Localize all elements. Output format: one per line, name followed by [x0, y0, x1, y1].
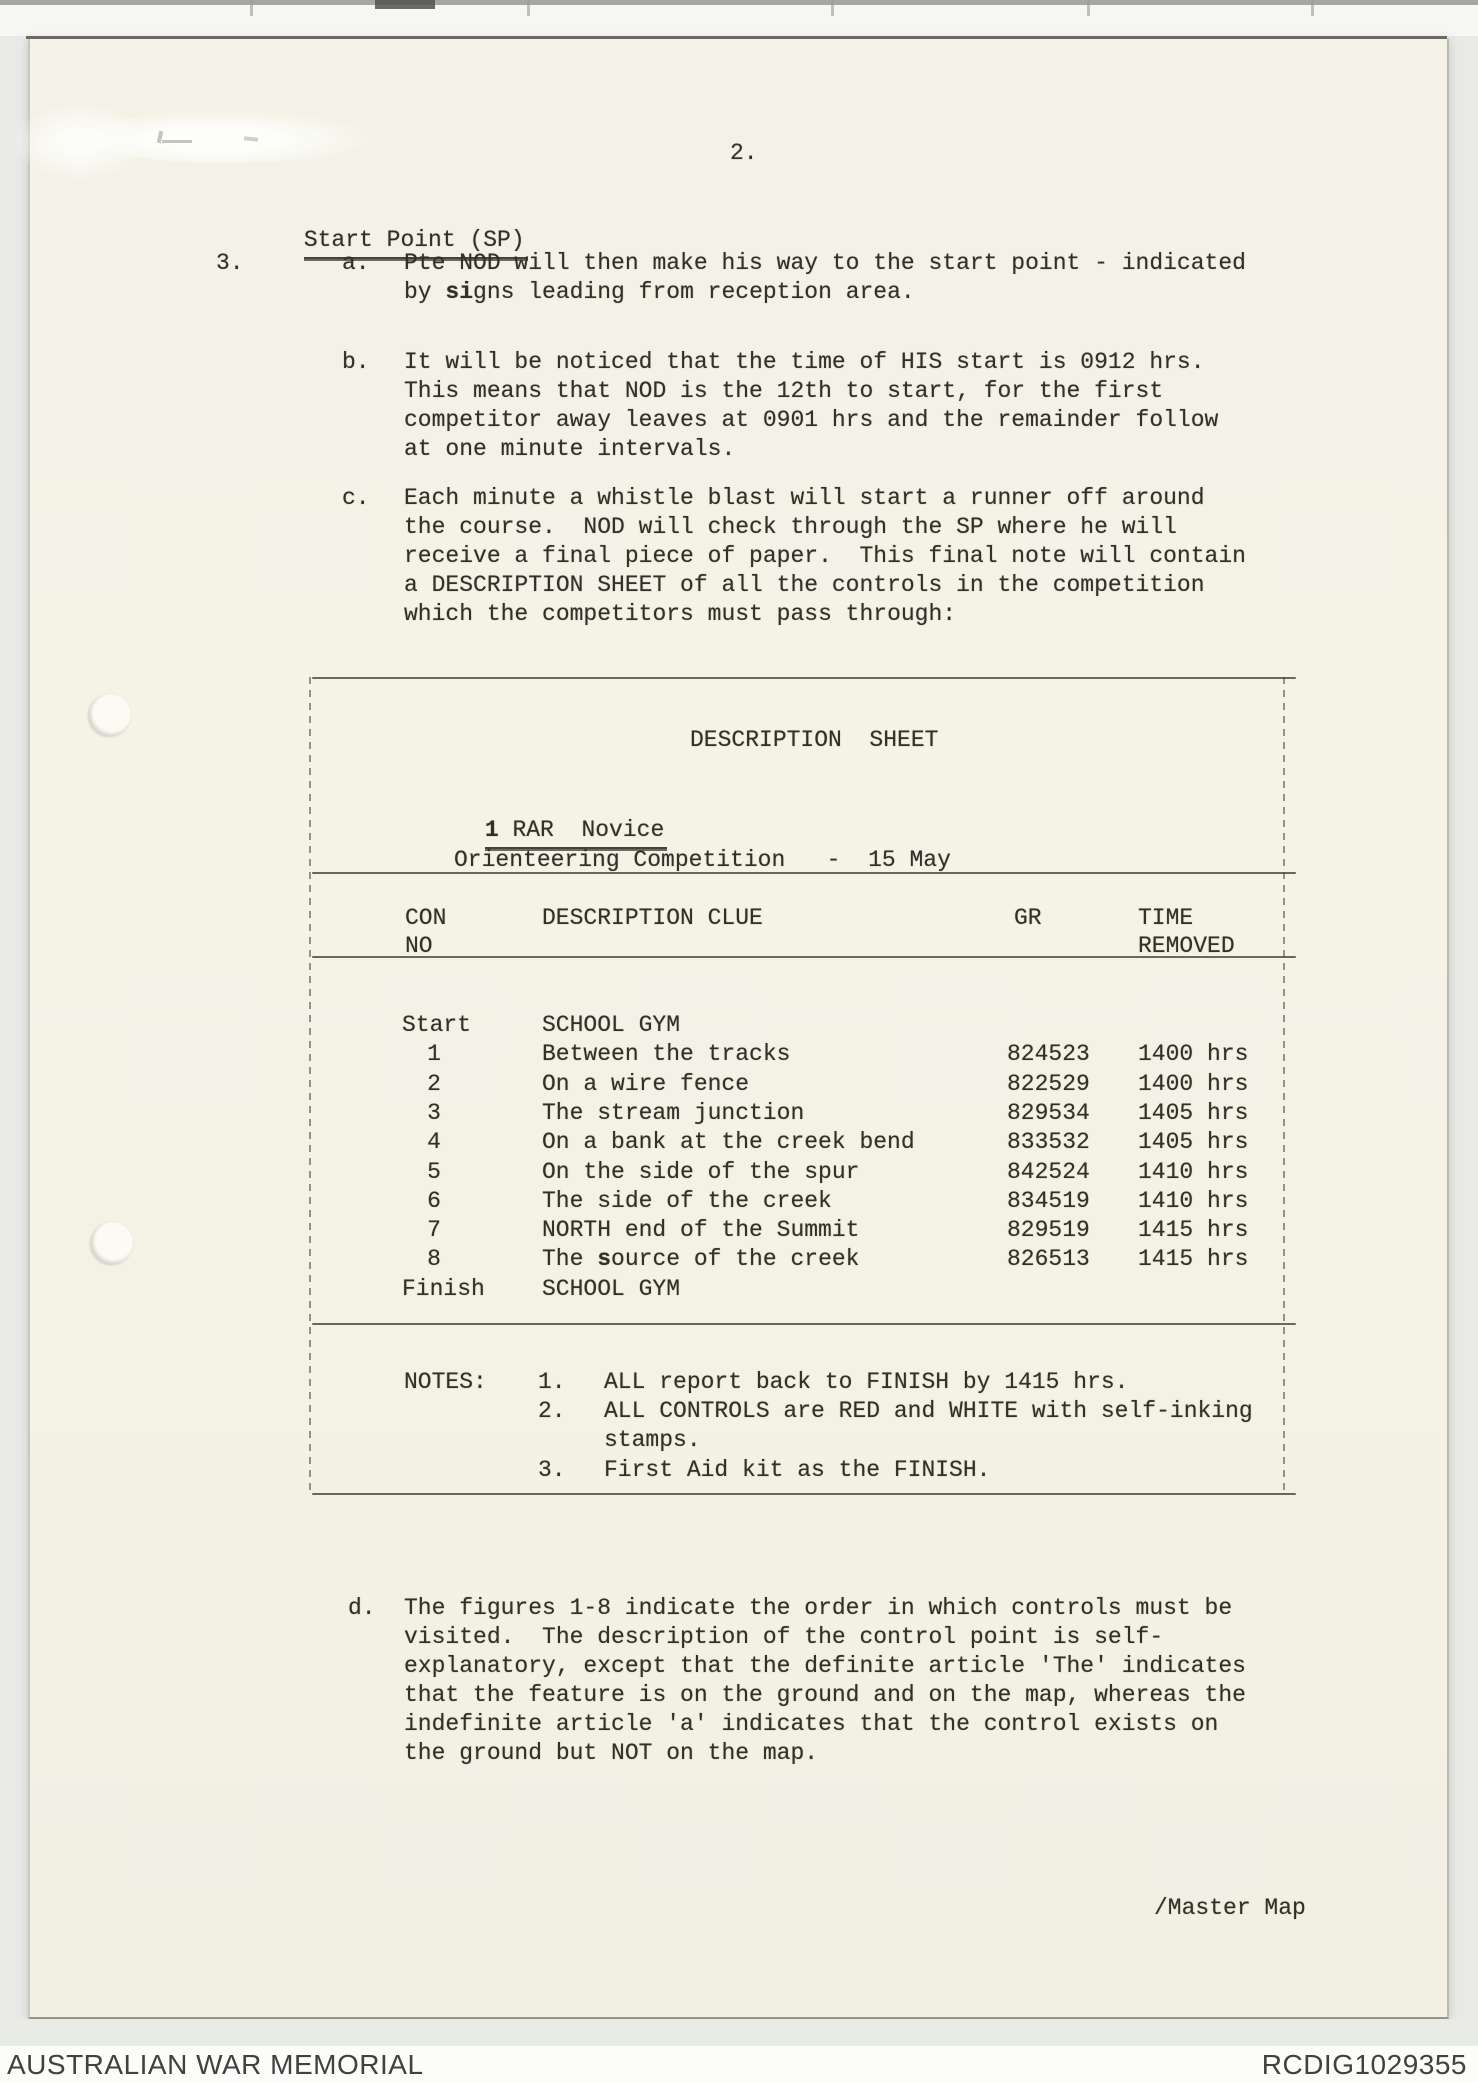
item-text: It will be noticed that the time of HIS start is 0912 hrs. This means that NOD is the 12th to start, for the first competitor away leaves at 0901 hrs and the remainder follow at one minute intervals.	[404, 349, 1219, 462]
scanner-tick	[527, 0, 530, 16]
table-row: 6 The side of the creek 834519 1410 hrs	[427, 1187, 1249, 1214]
sheet-subtitle: Orienteering Competition - 15 May	[454, 847, 951, 873]
scanner-edge-bar	[0, 0, 1478, 5]
item-label: d.	[348, 1595, 376, 1621]
scanner-bottom-strip	[0, 2019, 1478, 2046]
item-text: Pte NOD will then make his way to the start point - indicated by signs leading from reception area.	[404, 250, 1246, 305]
table-row: 8 The source of the creek 826513 1415 hrs	[427, 1246, 1249, 1273]
note-number: 2.	[538, 1398, 566, 1424]
scanner-tick	[831, 0, 834, 16]
table-row: 5 On the side of the spur 842524 1410 hrs	[427, 1158, 1249, 1185]
table-row: 1 Between the tracks 824523 1400 hrs	[427, 1041, 1249, 1068]
scanner-top-edge	[0, 0, 1478, 36]
table-row: 3 The stream junction 829534 1405 hrs	[427, 1099, 1249, 1126]
table-row: 2 On a wire fence 822529 1400 hrs	[427, 1070, 1249, 1097]
scanner-tick	[1311, 0, 1314, 16]
col-header-time: TIME	[1138, 905, 1194, 931]
punch-hole	[89, 694, 131, 736]
paper	[28, 39, 1449, 2019]
item-text: Each minute a whistle blast will start a runner off around the course. NOD will check through the SP where he will receive a final piece of paper. This final note will contain a DESCRIPTION SHEET of all the controls in the competition which the competitors must pass through:	[404, 485, 1246, 627]
sheet-box-bottom-rule	[312, 1493, 1296, 1495]
note-number: 1.	[538, 1369, 566, 1395]
notes-label: NOTES:	[404, 1369, 487, 1395]
note-text: ALL CONTROLS are RED and WHITE with self-inking stamps.	[604, 1398, 1253, 1453]
paragraph-number: 3.	[216, 250, 244, 276]
table-row: Start SCHOOL GYM	[402, 1012, 681, 1038]
item-label: b.	[342, 349, 370, 375]
sheet-box-top-rule	[312, 677, 1296, 679]
continuation-note: /Master Map	[1154, 1895, 1306, 1921]
note-text: ALL report back to FINISH by 1415 hrs.	[604, 1369, 1129, 1395]
col-header-con: CON	[405, 905, 447, 931]
col-header-removed: REMOVED	[1138, 933, 1235, 959]
correction-smudge	[15, 105, 145, 179]
col-header-gr: GR	[1014, 905, 1042, 931]
archive-reference-number: RCDIG1029355	[1261, 2049, 1467, 2080]
item-label: a.	[342, 250, 370, 276]
note-number: 3.	[538, 1457, 566, 1483]
page-number: 2.	[730, 140, 758, 166]
archive-watermark: AUSTRALIAN WAR MEMORIAL	[7, 2049, 424, 2080]
sheet-title: DESCRIPTION SHEET	[690, 727, 939, 753]
sheet-course-text: 1 RAR Novice	[485, 816, 667, 849]
pencil-mark	[162, 140, 192, 143]
note-text: First Aid kit as the FINISH.	[604, 1457, 991, 1483]
table-row: 4 On a bank at the creek bend 833532 1405 hrs	[427, 1129, 1249, 1156]
sheet-box-rule	[312, 1323, 1296, 1325]
scanner-tick	[250, 0, 253, 16]
item-text: The figures 1-8 indicate the order in which controls must be visited. The description of the control point is self- explanatory, except that the definite article 'The' indicates that the feature is on the ground and on the map, whereas the indefinite article 'a' indicates that the control exists on the ground but NOT on the map.	[404, 1595, 1246, 1766]
col-header-clue: DESCRIPTION CLUE	[542, 905, 763, 931]
scanner-edge-blob	[375, 0, 435, 9]
table-row: Finish SCHOOL GYM	[402, 1275, 681, 1302]
scanner-tick	[1087, 0, 1090, 16]
col-header-no: NO	[405, 933, 433, 959]
section-heading-text: Start Point (SP)	[304, 226, 528, 259]
item-label: c.	[342, 485, 370, 511]
table-row: 7 NORTH end of the Summit 829519 1415 hrs	[427, 1217, 1249, 1244]
